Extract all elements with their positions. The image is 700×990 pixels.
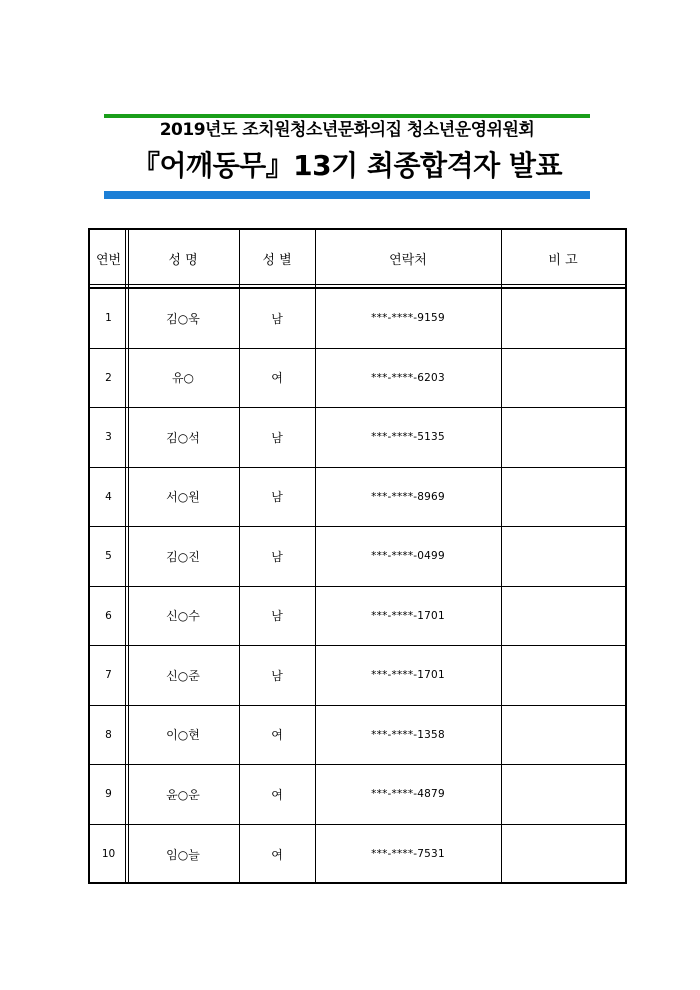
table-row — [90, 289, 625, 349]
title-bottom-rule — [104, 191, 590, 199]
row-gender: 남 — [271, 549, 283, 564]
table-row — [90, 646, 625, 706]
table-row — [90, 587, 625, 647]
row-contact: ***-****-0499 — [371, 550, 445, 563]
row-name: 김○석 — [166, 430, 200, 445]
row-contact: ***-****-6203 — [371, 371, 445, 384]
results-table — [88, 228, 627, 884]
row-name: 신○준 — [166, 668, 200, 683]
row-remarks — [501, 587, 625, 646]
header-contact: 연락처 — [389, 253, 427, 268]
row-remarks — [501, 706, 625, 765]
row-name: 김○욱 — [166, 311, 200, 326]
row-remarks — [501, 825, 625, 885]
row-gender: 여 — [271, 371, 283, 386]
row-gender: 남 — [271, 609, 283, 624]
row-name: 유○ — [171, 371, 195, 386]
row-name: 윤○운 — [166, 787, 200, 802]
row-name: 임○늘 — [166, 847, 200, 862]
row-number: 8 — [105, 728, 112, 741]
row-contact: ***-****-1701 — [371, 669, 445, 682]
row-number: 5 — [105, 550, 112, 563]
row-gender: 여 — [271, 728, 283, 743]
table-row — [90, 765, 625, 825]
row-remarks — [501, 468, 625, 527]
row-contact: ***-****-1358 — [371, 728, 445, 741]
row-gender: 남 — [271, 430, 283, 445]
row-contact: ***-****-4879 — [371, 788, 445, 801]
row-number: 7 — [105, 669, 112, 682]
row-number: 4 — [105, 490, 112, 503]
row-contact: ***-****-8969 — [371, 490, 445, 503]
row-gender: 여 — [271, 847, 283, 862]
row-name: 신○수 — [166, 609, 200, 624]
row-gender: 여 — [271, 787, 283, 802]
header-name: 성 명 — [168, 253, 198, 268]
header-remarks: 비 고 — [548, 253, 578, 268]
table-row — [90, 408, 625, 468]
table-row — [90, 349, 625, 409]
row-gender: 남 — [271, 490, 283, 505]
header-number: 연번 — [95, 253, 122, 268]
header-gender: 성 별 — [262, 253, 292, 268]
row-contact: ***-****-5135 — [371, 431, 445, 444]
table-row — [90, 825, 625, 885]
row-contact: ***-****-1701 — [371, 609, 445, 622]
row-remarks — [501, 765, 625, 824]
row-number: 9 — [105, 788, 112, 801]
row-number: 3 — [105, 431, 112, 444]
row-name: 이○현 — [166, 728, 200, 743]
row-number: 10 — [101, 848, 116, 861]
row-remarks — [501, 646, 625, 705]
row-contact: ***-****-9159 — [371, 312, 445, 325]
row-number: 6 — [105, 609, 112, 622]
row-gender: 남 — [271, 668, 283, 683]
table-header-row — [90, 230, 625, 289]
row-gender: 남 — [271, 311, 283, 326]
table-row — [90, 468, 625, 528]
table-row — [90, 706, 625, 766]
organization-subtitle: 2019년도 조치원청소년문화의집 청소년운영위원회 — [159, 120, 535, 140]
page-title: 『어깨동무』13기 최종합격자 발표 — [131, 149, 563, 182]
row-contact: ***-****-7531 — [371, 848, 445, 861]
table-row — [90, 527, 625, 587]
row-name: 김○진 — [166, 549, 200, 564]
row-remarks — [501, 289, 625, 348]
row-remarks — [501, 408, 625, 467]
row-number: 2 — [105, 371, 112, 384]
row-remarks — [501, 527, 625, 586]
row-number: 1 — [105, 312, 112, 325]
row-remarks — [501, 349, 625, 408]
row-name: 서○원 — [166, 490, 200, 505]
